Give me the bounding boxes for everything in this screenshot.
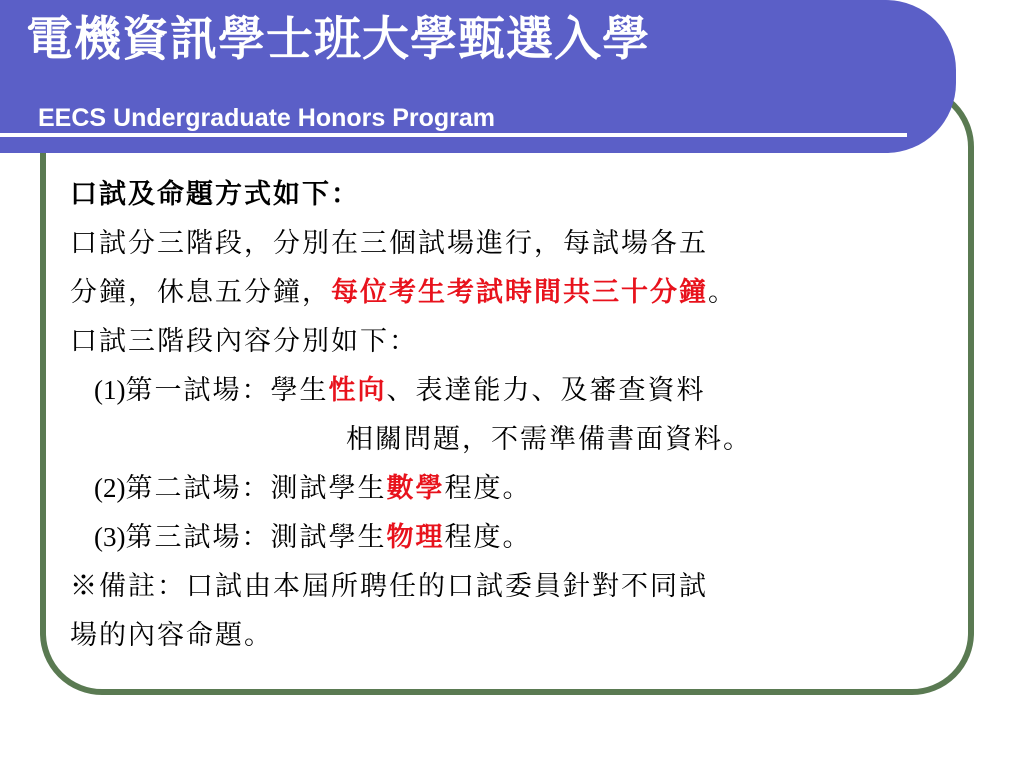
- stage-item-3: [70, 513, 970, 562]
- stage-item-2: [70, 464, 970, 513]
- stage-number: (1): [94, 375, 126, 405]
- note-line-2: 場的內容命題。: [70, 620, 273, 651]
- slide-subtitle: EECS Undergraduate Honors Program: [38, 104, 496, 132]
- title-bar: [0, 0, 956, 153]
- slide-body: [70, 170, 970, 660]
- stage-number: (2): [94, 473, 126, 503]
- emphasis-aptitude: 性向: [328, 375, 387, 406]
- emphasis-total-time: 每位考生考試時間共三十分鐘: [331, 277, 708, 308]
- stage-item-1: [70, 366, 970, 415]
- note-line-1: ※備註：口試由本屆所聘任的口試委員針對不同試: [70, 571, 708, 602]
- stage-text: 第二試場：測試學生: [125, 473, 387, 504]
- paragraph-end: 。: [708, 277, 737, 308]
- emphasis-physics: 物理: [386, 522, 445, 553]
- paragraph-text: 分鐘，休息五分鐘，: [70, 277, 331, 308]
- emphasis-math: 數學: [386, 473, 445, 504]
- stage-text-rest: 、表達能力、及審查資料: [386, 375, 706, 406]
- stage-text-rest: 程度。: [444, 522, 532, 553]
- slide-title: 電機資訊學士班大學甄選入學: [26, 12, 650, 67]
- stage-text: 第一試場：學生: [125, 375, 329, 406]
- title-underline: [0, 133, 907, 137]
- stage-item-1-continued: 相關問題，不需準備書面資料。: [346, 424, 752, 455]
- stages-intro: 口試三階段內容分別如下：: [70, 326, 418, 357]
- body-paragraph-line-2: [70, 268, 970, 317]
- body-heading: 口試及命題方式如下：: [70, 179, 360, 210]
- stage-text-rest: 程度。: [444, 473, 532, 504]
- body-paragraph-line-1: 口試分三階段，分別在三個試場進行，每試場各五: [70, 228, 708, 259]
- stage-text: 第三試場：測試學生: [125, 522, 387, 553]
- stage-number: (3): [94, 522, 126, 552]
